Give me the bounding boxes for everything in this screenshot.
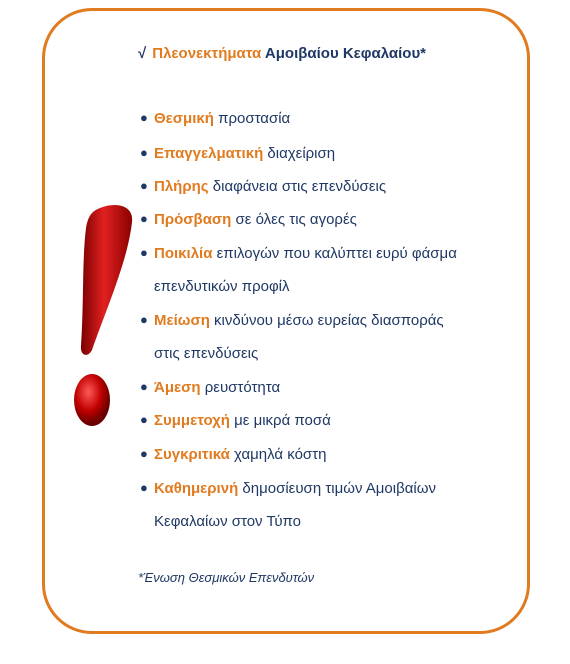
- bullet-icon: ●: [140, 145, 148, 160]
- item-text: διαχείριση: [263, 145, 336, 162]
- item-text-line2: επενδυτικών προφίλ: [154, 278, 290, 295]
- bullet-icon: ●: [140, 211, 148, 226]
- item-text-line2: Κεφαλαίων στον Τύπο: [154, 513, 301, 530]
- item-text: σε όλες τις αγορές: [231, 211, 357, 228]
- item-highlight: Πλήρης: [154, 178, 209, 195]
- footnote: *Ένωση Θεσμικών Επενδυτών: [138, 570, 315, 585]
- item-text: επιλογών που καλύπτει ευρύ φάσμα: [212, 245, 457, 262]
- bullet-icon: ●: [140, 178, 148, 193]
- bullet-icon: ●: [140, 480, 148, 495]
- bullet-icon: ●: [140, 446, 148, 461]
- item-highlight: Άμεση: [154, 379, 201, 396]
- check-icon: √: [138, 45, 147, 62]
- item-highlight: Συμμετοχή: [154, 412, 230, 429]
- card-title: [138, 45, 426, 62]
- item-highlight: Πρόσβαση: [154, 211, 232, 228]
- item-highlight: Συγκριτικά: [154, 446, 230, 463]
- bullet-icon: ●: [140, 312, 148, 327]
- item-highlight: Ποικιλία: [154, 245, 213, 262]
- item-text: προστασία: [213, 110, 291, 127]
- exclamation-mark-icon: [62, 200, 142, 440]
- item-text: χαμηλά κόστη: [229, 446, 327, 463]
- title-highlight: Πλεονεκτήματα: [152, 45, 262, 62]
- item-text: με μικρά ποσά: [229, 412, 331, 429]
- bullet-icon: ●: [140, 110, 148, 125]
- item-highlight: Καθημερινή: [154, 480, 239, 497]
- item-text: δημοσίευση τιμών Αμοιβαίων: [238, 480, 436, 497]
- item-highlight: Μείωση: [154, 312, 210, 329]
- item-text: κινδύνου μέσω ευρείας διασποράς: [209, 312, 444, 329]
- item-text: ρευστότητα: [200, 379, 281, 396]
- item-highlight: Θεσμική: [154, 110, 214, 127]
- bullet-icon: ●: [140, 412, 148, 427]
- item-text-line2: στις επενδύσεις: [154, 345, 259, 362]
- bullet-icon: ●: [140, 245, 148, 260]
- bullet-icon: ●: [140, 379, 148, 394]
- title-rest: Αμοιβαίου Κεφαλαίου*: [261, 45, 427, 62]
- item-highlight: Επαγγελματική: [154, 145, 264, 162]
- item-text: διαφάνεια στις επενδύσεις: [208, 178, 387, 195]
